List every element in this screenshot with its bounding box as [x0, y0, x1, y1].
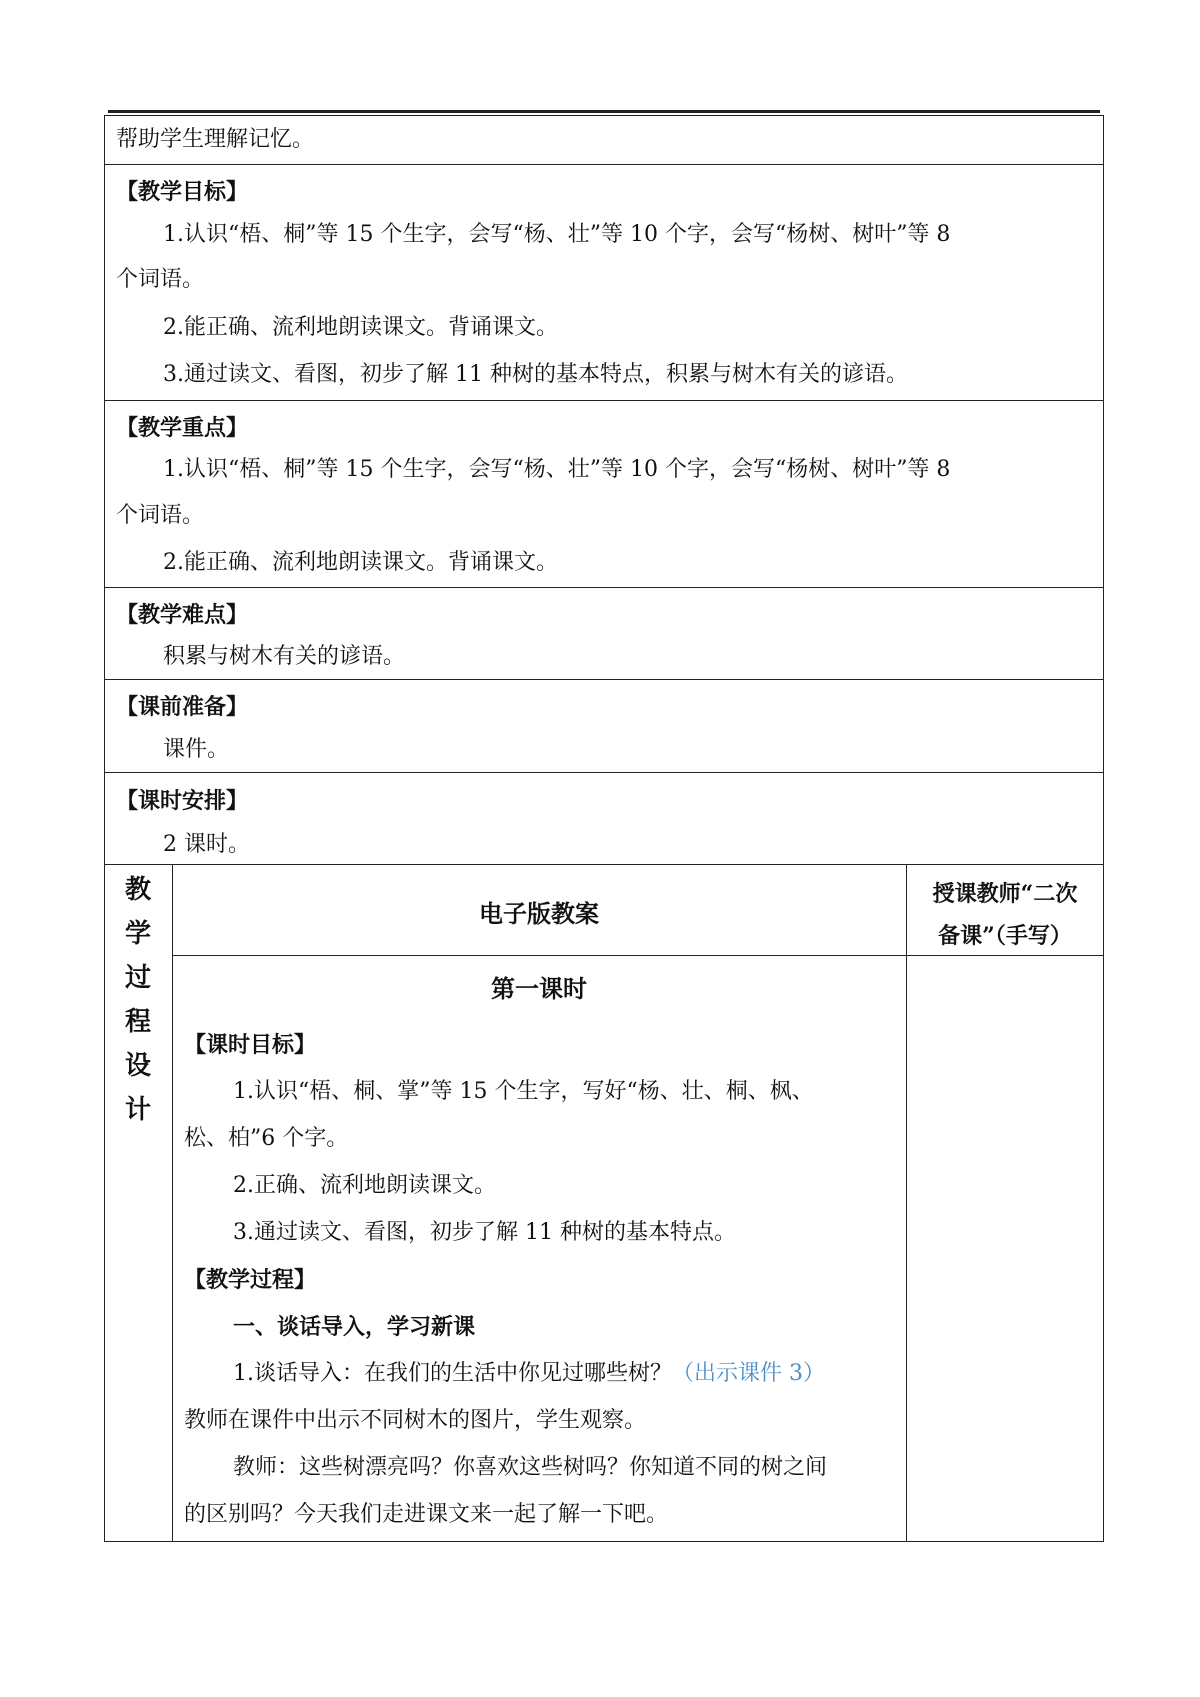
- difficulties-text: 积累与树木有关的谚语。: [163, 644, 406, 669]
- section-1-title: 一、谈话导入，学习新课: [233, 1314, 476, 1340]
- objective-item-1-cont: 个词语。: [116, 267, 205, 292]
- key-point-item-2: 2.能正确、流利地朗读课文。背诵课文。: [163, 550, 558, 575]
- difficulties-heading: 【教学难点】: [116, 602, 249, 628]
- step-1-line: [233, 1359, 825, 1389]
- main-column-header: 电子版教案: [479, 899, 599, 928]
- column-divider: [172, 864, 173, 1541]
- key-point-item-1-cont: 个词语。: [116, 503, 205, 528]
- side-label-char: 过: [124, 963, 151, 993]
- objective-item-1: 1.认识“梧、桐”等 15 个生字，会写“杨、壮”等 10 个字，会写“杨树、树叶”等 8: [163, 222, 951, 247]
- teacher-dialogue: 教师：这些树漂亮吗？你喜欢这些树吗？你知道不同的树之间: [233, 1455, 828, 1480]
- objective-item-2: 2.能正确、流利地朗读课文。背诵课文。: [163, 315, 558, 340]
- row-divider: [104, 400, 1104, 401]
- lesson-goal-1-cont: 松、柏”6 个字。: [184, 1126, 349, 1151]
- objective-item-3: 3.通过读文、看图，初步了解 11 种树的基本特点，积累与树木有关的谚语。: [163, 362, 908, 387]
- row-divider: [104, 587, 1104, 588]
- side-label-char: 教: [124, 875, 151, 905]
- row-divider: [104, 115, 1104, 116]
- row-divider: [172, 955, 1104, 956]
- schedule-text: 2 课时。: [163, 832, 250, 857]
- step-1-cont: 教师在课件中出示不同树木的图片，学生观察。: [184, 1408, 647, 1433]
- preparation-heading: 【课前准备】: [116, 694, 249, 720]
- right-column-header-line1: 授课教师“二次: [932, 881, 1078, 907]
- row-divider: [104, 772, 1104, 773]
- right-column-header-line2: 备课”（手写）: [938, 923, 1072, 949]
- teacher-dialogue-cont: 的区别吗？今天我们走进课文来一起了解一下吧。: [184, 1502, 669, 1527]
- key-points-heading: 【教学重点】: [116, 415, 249, 441]
- schedule-heading: 【课时安排】: [116, 788, 249, 814]
- lesson-goal-2: 2.正确、流利地朗读课文。: [233, 1173, 496, 1198]
- row-divider: [104, 864, 1104, 865]
- process-heading: 【教学过程】: [184, 1267, 317, 1293]
- objectives-heading: 【教学目标】: [116, 179, 249, 205]
- intro-text: 帮助学生理解记忆。: [116, 127, 315, 152]
- key-point-item-1: 1.认识“梧、桐”等 15 个生字，会写“杨、壮”等 10 个字，会写“杨树、树叶”等 8: [163, 457, 951, 482]
- column-divider: [906, 864, 907, 1541]
- row-divider: [104, 1541, 1104, 1542]
- side-label-char: 学: [124, 919, 151, 949]
- courseware-ref: （出示课件 3）: [672, 1361, 825, 1386]
- step-1-text: 1.谈话导入：在我们的生活中你见过哪些树？: [233, 1361, 672, 1386]
- side-label-char: 计: [124, 1095, 151, 1125]
- lesson-goal-3: 3.通过读文、看图，初步了解 11 种树的基本特点。: [233, 1220, 736, 1245]
- lesson-goal-heading: 【课时目标】: [184, 1032, 317, 1058]
- lesson-title: 第一课时: [491, 974, 587, 1003]
- lesson-goal-1: 1.认识“梧、桐、掌”等 15 个生字，写好“杨、壮、桐、枫、: [233, 1079, 814, 1104]
- side-label-char: 设: [124, 1051, 151, 1081]
- preparation-text: 课件。: [163, 737, 230, 762]
- row-divider: [104, 164, 1104, 165]
- header-rule: [108, 110, 1100, 113]
- row-divider: [104, 679, 1104, 680]
- side-label-char: 程: [124, 1007, 151, 1037]
